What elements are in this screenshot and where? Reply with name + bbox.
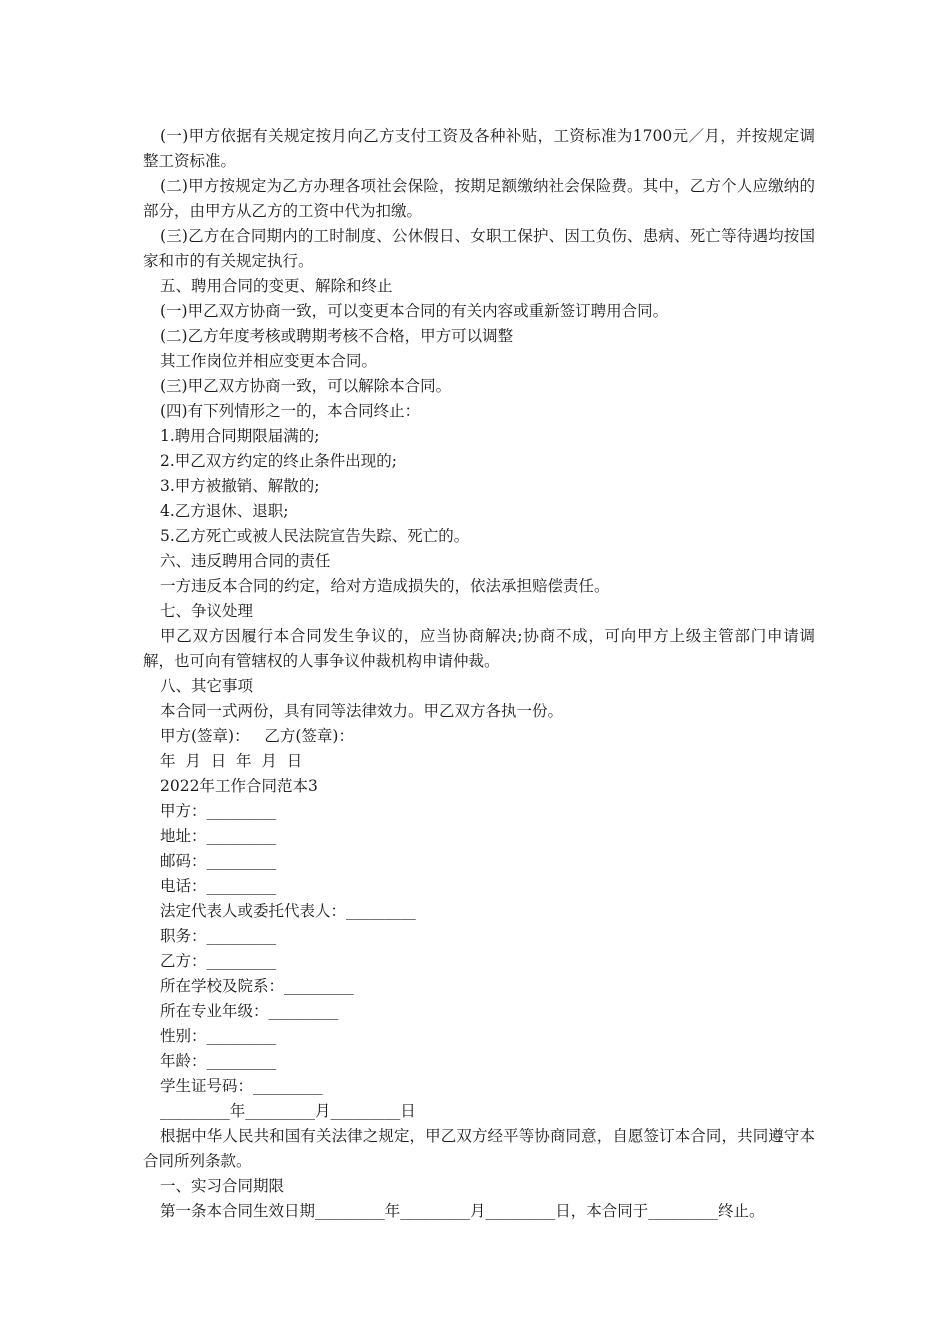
date-line: 年 月 日 年 月 日 [160, 752, 303, 770]
signature-line: 甲方(签章)： 乙方(签章)： [160, 727, 354, 745]
paragraph: (一)甲方依据有关规定按月向乙方支付工资及各种补贴，工资标准为1700元／月，并按规定调整工资标准。 [143, 127, 815, 170]
paragraph: (四)有下列情形之一的，本合同终止： [160, 402, 421, 420]
form-field-gender: 性别：_________ [160, 1027, 277, 1045]
section-heading: 五、聘用合同的变更、解除和终止 [160, 277, 393, 295]
form-field-address: 地址：_________ [160, 827, 277, 845]
section-heading: 七、争议处理 [160, 602, 254, 620]
form-field-age: 年龄：_________ [160, 1052, 277, 1070]
form-field-representative: 法定代表人或委托代表人：_________ [160, 902, 416, 920]
paragraph: (二)乙方年度考核或聘期考核不合格，甲方可以调整 [160, 327, 514, 345]
form-field-position: 职务：_________ [160, 927, 277, 945]
form-field-student-id: 学生证号码：_________ [160, 1077, 323, 1095]
paragraph: 第一条本合同生效日期_________年_________月_________日，本合同于_________终止。 [160, 1202, 765, 1220]
form-field-school: 所在学校及院系：_________ [160, 977, 354, 995]
list-item: 2.甲乙双方约定的终止条件出现的; [160, 452, 398, 470]
document-body [143, 124, 815, 1224]
paragraph: 根据中华人民共和国有关法律之规定，甲乙双方经平等协商同意，自愿签订本合同，共同遵守本合同所列条款。 [143, 1127, 815, 1170]
list-item: 4.乙方退休、退职; [160, 502, 289, 520]
form-field-major-grade: 所在专业年级：_________ [160, 1002, 339, 1020]
paragraph: 甲乙双方因履行本合同发生争议的，应当协商解决;协商不成，可向甲方上级主管部门申请调解，也可向有管辖权的人事争议仲裁机构申请仲裁。 [143, 627, 815, 670]
list-item: 1.聘用合同期限届满的; [160, 427, 320, 445]
list-item: 5.乙方死亡或被人民法院宣告失踪、死亡的。 [160, 527, 470, 545]
paragraph: 一方违反本合同的约定，给对方造成损失的，依法承担赔偿责任。 [160, 577, 610, 595]
form-field-party-a: 甲方：_________ [160, 802, 277, 820]
paragraph: (三)乙方在合同期内的工时制度、公休假日、女职工保护、因工负伤、患病、死亡等待遇均按国家和市的有关规定执行。 [143, 227, 815, 270]
contract-title: 2022年工作合同范本3 [160, 777, 318, 795]
section-heading: 一、实习合同期限 [160, 1177, 285, 1195]
section-heading: 六、违反聘用合同的责任 [160, 552, 331, 570]
form-field-phone: 电话：_________ [160, 877, 277, 895]
list-item: 3.甲方被撤销、解散的; [160, 477, 320, 495]
form-field-party-b: 乙方：_________ [160, 952, 277, 970]
form-field-date: _________年_________月_________日 [160, 1102, 416, 1120]
section-heading: 八、其它事项 [160, 677, 254, 695]
paragraph: (二)甲方按规定为乙方办理各项社会保险，按期足额缴纳社会保险费。其中，乙方个人应缴纳的部分，由甲方从乙方的工资中代为扣缴。 [143, 177, 815, 220]
paragraph: (三)甲乙双方协商一致，可以解除本合同。 [160, 377, 452, 395]
form-field-postcode: 邮码：_________ [160, 852, 277, 870]
paragraph: 本合同一式两份，具有同等法律效力。甲乙双方各执一份。 [160, 702, 564, 720]
paragraph: 其工作岗位并相应变更本合同。 [160, 352, 378, 370]
paragraph: (一)甲乙双方协商一致，可以变更本合同的有关内容或重新签订聘用合同。 [160, 302, 669, 320]
